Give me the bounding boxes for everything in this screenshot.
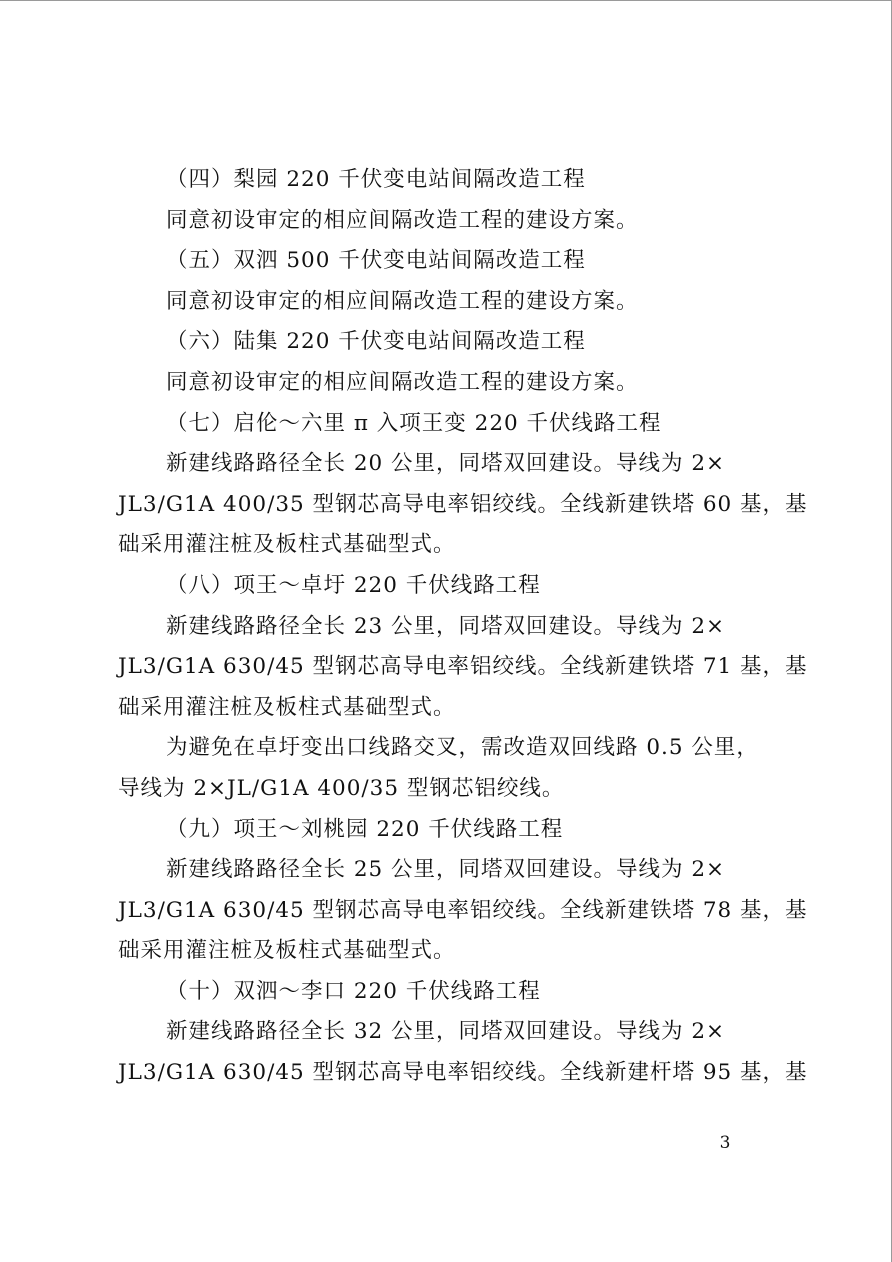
paragraph-line: 新建线路路径全长 23 公里，同塔双回建设。导线为 2× bbox=[166, 613, 726, 639]
paragraph-line: 为避免在卓圩变出口线路交叉，需改造双回线路 0.5 公里， bbox=[166, 735, 759, 761]
section-heading-9: （九）项王～刘桃园 220 千伏线路工程 bbox=[166, 816, 564, 842]
paragraph-line: JL3/G1A 630/45 型钢芯高导电率铝绞线。全线新建铁塔 78 基，基 bbox=[118, 897, 808, 923]
page-number: 3 bbox=[719, 1133, 731, 1153]
paragraph-line: 同意初设审定的相应间隔改造工程的建设方案。 bbox=[166, 369, 639, 395]
paragraph-line: 同意初设审定的相应间隔改造工程的建设方案。 bbox=[166, 288, 639, 314]
paragraph-line: 础采用灌注桩及板柱式基础型式。 bbox=[118, 532, 456, 558]
paragraph-line: 新建线路路径全长 25 公里，同塔双回建设。导线为 2× bbox=[166, 857, 726, 883]
section-heading-10: （十）双泗～李口 220 千伏线路工程 bbox=[166, 978, 541, 1004]
paragraph-line: 新建线路路径全长 32 公里，同塔双回建设。导线为 2× bbox=[166, 1019, 726, 1045]
paragraph-line: 导线为 2×JL/G1A 400/35 型钢芯铝绞线。 bbox=[118, 775, 565, 801]
section-heading-4: （四）梨园 220 千伏变电站间隔改造工程 bbox=[166, 167, 586, 192]
section-heading-5: （五）双泗 500 千伏变电站间隔改造工程 bbox=[166, 248, 586, 274]
paragraph-line: JL3/G1A 630/45 型钢芯高导电率铝绞线。全线新建铁塔 71 基，基 bbox=[118, 654, 808, 680]
paragraph-line: JL3/G1A 630/45 型钢芯高导电率铝绞线。全线新建杆塔 95 基，基 bbox=[118, 1060, 808, 1086]
paragraph-line: 础采用灌注桩及板柱式基础型式。 bbox=[118, 694, 456, 720]
paragraph-line: 础采用灌注桩及板柱式基础型式。 bbox=[118, 938, 456, 964]
document-body bbox=[118, 160, 808, 1094]
section-heading-8: （八）项王～卓圩 220 千伏线路工程 bbox=[166, 572, 541, 598]
paragraph-line: JL3/G1A 400/35 型钢芯高导电率铝绞线。全线新建铁塔 60 基，基 bbox=[118, 491, 808, 517]
section-heading-6: （六）陆集 220 千伏变电站间隔改造工程 bbox=[166, 329, 586, 355]
section-heading-7: （七）启伦～六里 π 入项王变 220 千伏线路工程 bbox=[166, 410, 662, 436]
paragraph-line: 同意初设审定的相应间隔改造工程的建设方案。 bbox=[166, 207, 639, 233]
page-top-border bbox=[0, 0, 892, 1]
paragraph-line: 新建线路路径全长 20 公里，同塔双回建设。导线为 2× bbox=[166, 451, 726, 477]
